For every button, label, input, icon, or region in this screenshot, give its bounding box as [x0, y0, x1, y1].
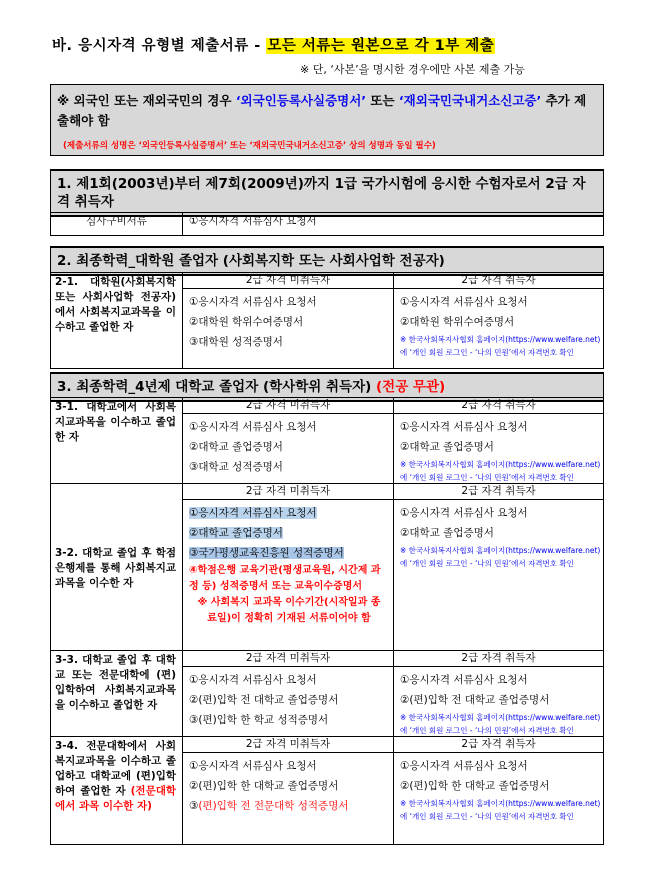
section1-heading: 1. 제1회(2003년)부터 제7회(2009년)까지 1급 국가시험에 응시한 수험자로서 2급 자격 취득자: [50, 169, 604, 217]
table-row: [51, 737, 604, 753]
col-head-qualified: 2급 자격 취득자: [394, 398, 604, 414]
welfare-site-note: ※ 한국사회복지사협회 홈페이지(https://www.welfare.net): [400, 799, 601, 808]
doc-item: ②(편)입학 전 대학교 졸업증명서: [189, 694, 339, 706]
s2-docs-a: [183, 289, 394, 369]
col-head-qualified: 2급 자격 취득자: [394, 651, 604, 667]
notice-name-rule: (제출서류의 성명은 ‘외국인등록사실증명서’ 또는 ‘재외국민국내거소신고증’ 상의 성명과 동일 필수): [63, 141, 436, 151]
doc-item: [189, 796, 389, 816]
doc-item: [189, 503, 389, 523]
section1-table: [50, 212, 604, 236]
s3-4-label-text: 3-4. 전문대학에서 사회복지교과목을 이수하고 졸업하고 대학교에 (편)입학하여 졸업한 자: [55, 740, 176, 797]
welfare-site-note: 에 ‘개인 회원 로그인 - ‘나의 민원’에서 자격번호 확인: [400, 473, 574, 482]
table-row: [51, 651, 604, 667]
col-head-unqualified: 2급 자격 미취득자: [183, 484, 394, 500]
doc-item: ②(편)입학 전 대학교 졸업증명서: [400, 694, 550, 706]
notice-text-a: ※ 외국인 또는 재외국민의 경우: [57, 93, 236, 108]
s3-4-label-note: (전문대학에서 과목 이수한 자): [55, 785, 176, 812]
doc-item: ①응시자격 서류심사 요청서: [189, 674, 317, 686]
notice-line1: [57, 91, 597, 131]
welfare-site-note: ※ 한국사회복지사협회 홈페이지(https://www.welfare.net): [400, 713, 601, 722]
welfare-site-note: 에 ‘개인 회원 로그인 - ‘나의 민원’에서 자격번호 확인: [400, 726, 574, 735]
doc-item: ①응시자격 서류심사 요청서: [400, 507, 528, 519]
doc-item: ②대학교 졸업증명서: [400, 527, 494, 539]
welfare-site-note: 에 ‘개인 회원 로그인 - ‘나의 민원’에서 자격번호 확인: [400, 812, 574, 821]
doc-item: ①응시자격 서류심사 요청서: [400, 421, 528, 433]
doc-item-text: (편)입학 전 전문대학 성적증명서: [198, 800, 349, 812]
col-head-unqualified: 2급 자격 미취득자: [183, 273, 394, 289]
doc-item: ③대학교 성적증명서: [189, 461, 283, 473]
s3-1-docs-b: [394, 414, 604, 484]
doc-item: ①응시자격 서류심사 요청서: [400, 296, 528, 308]
notice-doc2: ‘재외국민국내거소신고증’: [398, 93, 542, 108]
doc-item: ②대학교 졸업증명서: [189, 441, 283, 453]
welfare-site-note: ※ 한국사회복지사협회 홈페이지(https://www.welfare.net): [400, 546, 601, 555]
copy-note: ※ 단, ‘사본’을 명시한 경우에만 사본 제출 가능: [300, 63, 525, 76]
notice-text-c: 또는: [366, 93, 399, 108]
s3-1-docs-a: [183, 414, 394, 484]
col-head-unqualified: 2급 자격 미취득자: [183, 651, 394, 667]
s1-label: 심사구비서류: [51, 213, 183, 236]
doc-item-text: ①응시자격 서류심사 요청서: [189, 507, 317, 519]
welfare-site-note: ※ 한국사회복지사협회 홈페이지(https://www.welfare.net): [400, 460, 601, 469]
doc-item: ②대학원 학위수여증명서: [400, 316, 515, 328]
doc-item: ①응시자격 서류심사 요청서: [189, 296, 317, 308]
col-head-qualified: 2급 자격 취득자: [394, 737, 604, 753]
page-title: [52, 34, 495, 55]
period-note: ※ 사회복지 교과목 이수기간(시작일과 종료일)이 정확히 기재된 서류이어야 함: [197, 597, 381, 624]
doc-item: ②(편)입학 한 대학교 졸업증명서: [189, 780, 339, 792]
section3-heading-text: 3. 최종학력_4년제 대학교 졸업자 (학사학위 취득자): [57, 379, 376, 395]
doc-item: ①응시자격 서류심사 요청서: [189, 760, 317, 772]
section2-table: [50, 272, 604, 369]
doc-item: ③(편)입학 한 학교 성적증명서: [189, 714, 329, 726]
title-highlight: 모든 서류는 원본으로 각 1부 제출: [267, 38, 495, 54]
doc-item: ①응시자격 서류심사 요청서: [189, 421, 317, 433]
doc-item: ②대학원 학위수여증명서: [189, 316, 304, 328]
s3-4-label: [51, 737, 183, 845]
doc-item-text: ③국가평생교육진흥원 성적증명서: [189, 547, 344, 559]
s3-3-docs-b: [394, 667, 604, 737]
table-row: [51, 484, 604, 500]
foreigner-notice: [50, 84, 604, 156]
s3-4-docs-b: [394, 753, 604, 845]
table-row: [51, 273, 604, 289]
notice-text-e: 추가 제출해야 함: [57, 93, 587, 128]
table-row: [51, 213, 604, 236]
welfare-site-note: 에 ‘개인 회원 로그인 - ‘나의 민원’에서 자격번호 확인: [400, 559, 574, 568]
col-head-unqualified: 2급 자격 미취득자: [183, 737, 394, 753]
s3-4-docs-a: [183, 753, 394, 845]
col-head-unqualified: 2급 자격 미취득자: [183, 398, 394, 414]
s3-3-label: 3-3. 대학교 졸업 후 대학교 또는 전문대학에 (편)입학하여 사회복지교과목을 이수하고 졸업한 자: [51, 651, 183, 737]
s3-1-label: 3-1. 대학교에서 사회복지교과목을 이수하고 졸업한 자: [51, 398, 183, 484]
s3-3-docs-a: [183, 667, 394, 737]
doc-item: ①응시자격 서류심사 요청서: [400, 760, 528, 772]
doc-item: ②(편)입학 한 대학교 졸업증명서: [400, 780, 550, 792]
welfare-site-note: ※ 한국사회복지사협회 홈페이지(https://www.welfare.net): [400, 335, 601, 344]
section3-major-note: (전공 무관): [375, 379, 446, 395]
doc-item: ④학점은행 교육기관(평생교육원, 시간제 과정 등) 성적증명서 또는 교육이수증명서: [189, 565, 381, 592]
s2-docs-b: [394, 289, 604, 369]
doc-item-text: ②대학교 졸업증명서: [189, 527, 283, 539]
table-row: [51, 398, 604, 414]
section2-heading: 2. 최종학력_대학원 졸업자 (사회복지학 또는 사회사업학 전공자): [50, 246, 604, 276]
s3-2-docs-b: [394, 500, 604, 651]
s3-2-label: 3-2. 대학교 졸업 후 학점은행제를 통해 사회복지교과목을 이수한 자: [51, 484, 183, 651]
s1-value: ①응시자격 서류심사 요청서: [183, 213, 604, 236]
doc-item: ②대학교 졸업증명서: [400, 441, 494, 453]
notice-doc1: ‘외국인등록사실증명서’: [235, 93, 367, 108]
col-head-qualified: 2급 자격 취득자: [394, 273, 604, 289]
col-head-qualified: 2급 자격 취득자: [394, 484, 604, 500]
doc-item-num: ③: [189, 800, 199, 812]
doc-item: [189, 543, 389, 563]
title-prefix: 바. 응시자격 유형별 제출서류 -: [52, 38, 267, 54]
doc-item: ③대학원 성적증명서: [189, 336, 283, 348]
s3-2-docs-a: [183, 500, 394, 651]
doc-item: [189, 523, 389, 543]
doc-item: ①응시자격 서류심사 요청서: [400, 674, 528, 686]
s2-label: 2-1. 대학원(사회복지학 또는 사회사업학 전공자)에서 사회복지교과목을 이수하고 졸업한 자: [51, 273, 183, 369]
welfare-site-note: 에 ‘개인 회원 로그인 - ‘나의 민원’에서 자격번호 확인: [400, 348, 574, 357]
section3-table: [50, 397, 604, 845]
